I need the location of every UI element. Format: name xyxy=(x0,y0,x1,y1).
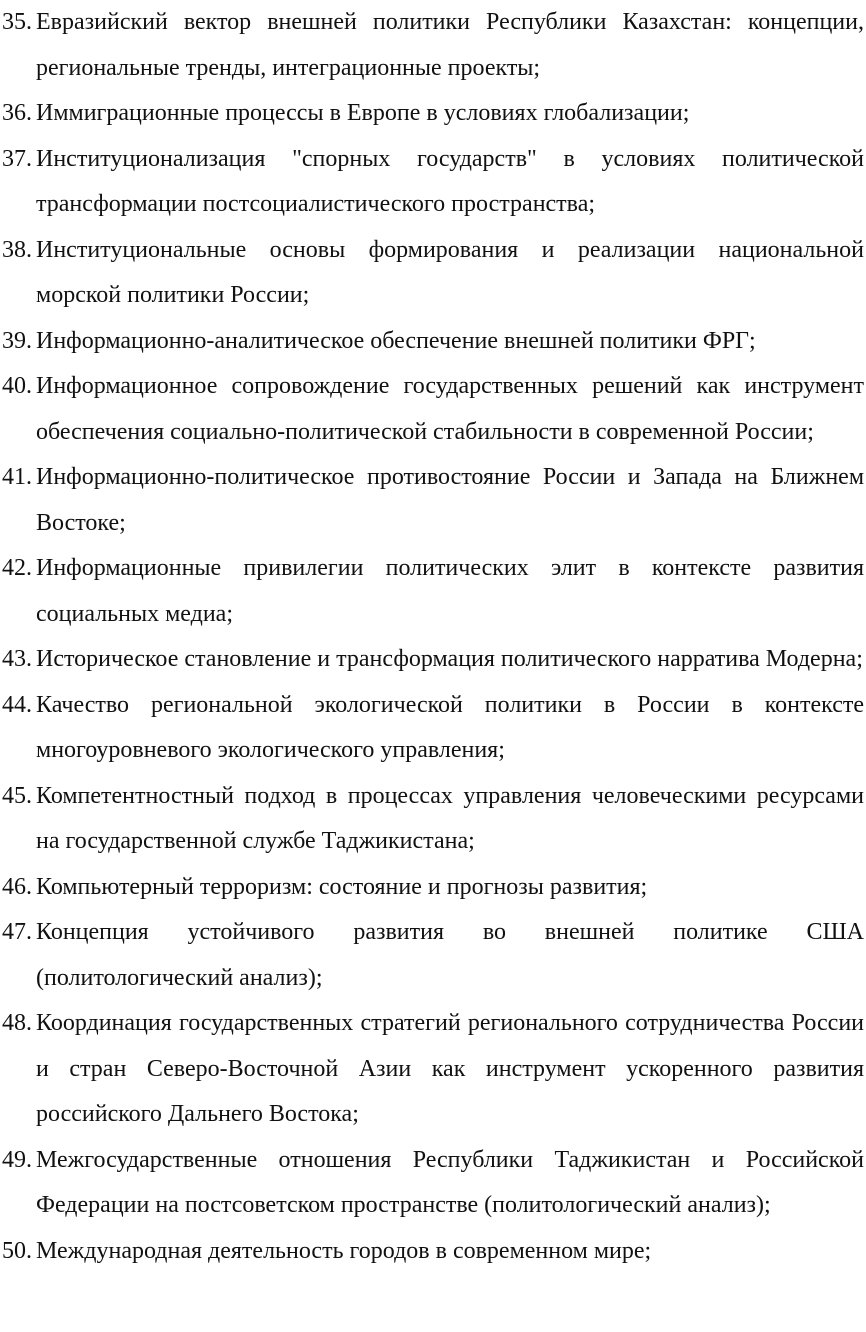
item-number: 41. xyxy=(2,464,32,490)
item-text: Евразийский вектор внешней политики Республики Казахстан: концепции, региональные тренды, интеграционные проекты; xyxy=(36,9,864,81)
item-text: Межгосударственные отношения Республики Таджикистан и Российской Федерации на постсоветском пространстве (политологический анализ); xyxy=(36,1146,864,1218)
item-number: 47. xyxy=(2,919,32,945)
list-item xyxy=(0,774,866,865)
item-number: 38. xyxy=(2,236,32,263)
item-text: Компьютерный терроризм: состояние и прогнозы развития; xyxy=(36,873,648,900)
list-item xyxy=(0,1229,866,1275)
list-item xyxy=(0,364,866,455)
item-number: 35. xyxy=(2,9,32,35)
list-item xyxy=(0,683,866,774)
list-item xyxy=(0,319,866,365)
item-text: Информационные привилегии политических элит в контексте развития социальных медиа; xyxy=(36,555,864,627)
item-number: 36. xyxy=(2,100,32,126)
item-number: 40. xyxy=(2,373,32,399)
item-text: Информационно-аналитическое обеспечение внешней политики ФРГ; xyxy=(36,327,756,354)
list-item xyxy=(0,637,866,683)
list-item xyxy=(0,0,866,91)
item-number: 37. xyxy=(2,145,32,172)
item-text: Институциональные основы формирования и реализации национальной морской политики России; xyxy=(36,236,864,308)
list-item xyxy=(0,228,866,319)
item-text: Качество региональной экологической политики в России в контексте многоуровневого экологического управления; xyxy=(36,691,864,763)
item-text: Институционализация "спорных государств" в условиях политической трансформации постсоциалистического пространства; xyxy=(36,145,864,217)
item-number: 39. xyxy=(2,327,32,354)
item-number: 50. xyxy=(2,1237,32,1264)
item-text: Информационное сопровождение государственных решений как инструмент обеспечения социально-политической стабильности в современной России; xyxy=(36,373,864,445)
list-item xyxy=(0,455,866,546)
item-number: 45. xyxy=(2,782,32,809)
item-text: Концепция устойчивого развития во внешней политике США (политологический анализ); xyxy=(36,919,864,991)
list-item xyxy=(0,546,866,637)
list-item xyxy=(0,910,866,1001)
item-text: Международная деятельность городов в современном мире; xyxy=(36,1237,652,1264)
item-text: Компетентностный подход в процессах управления человеческими ресурсами на государственной службе Таджикистана; xyxy=(36,782,864,854)
item-number: 43. xyxy=(2,646,32,672)
item-number: 48. xyxy=(2,1010,32,1036)
item-number: 42. xyxy=(2,555,32,581)
item-text: Информационно-политическое противостояние России и Запада на Ближнем Востоке; xyxy=(36,464,864,536)
list-item xyxy=(0,865,866,911)
item-number: 44. xyxy=(2,691,32,718)
item-number: 46. xyxy=(2,873,32,900)
list-item xyxy=(0,1138,866,1229)
list-item xyxy=(0,91,866,137)
item-number: 49. xyxy=(2,1146,32,1173)
item-text: Иммиграционные процессы в Европе в условиях глобализации; xyxy=(36,100,690,126)
item-text: Координация государственных стратегий регионального сотрудничества России и стран Северо-Восточной Азии как инструмент ускоренного развития российского Дальнего Востока; xyxy=(36,1010,864,1127)
item-text: Историческое становление и трансформация политического нарратива Модерна; xyxy=(36,646,863,672)
list-item xyxy=(0,1001,866,1138)
list-item xyxy=(0,137,866,228)
